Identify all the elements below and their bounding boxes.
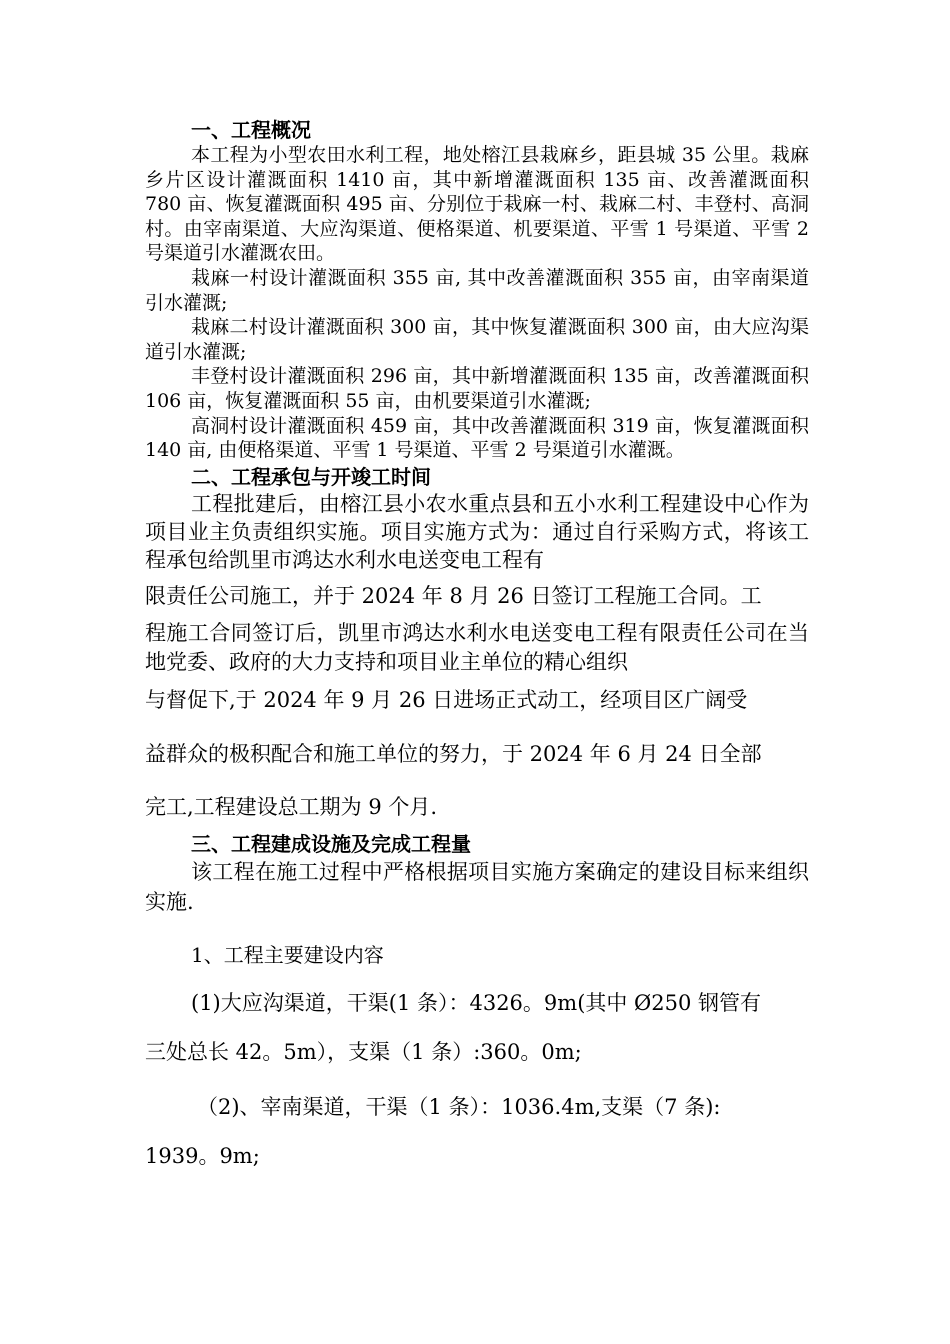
paragraph: 工程批建后，由榕江县小农水重点县和五小水利工程建设中心作为项目业主负责组织实施。项目实施方式为：通过自行采购方式，将该工程承包给凯里市鸿达水利水电送变电工程有 bbox=[145, 491, 809, 572]
paragraph: 丰登村设计灌溉面积 296 亩，其中新增灌溉面积 135 亩，改善灌溉面积 106 亩，恢复灌溉面积 55 亩，由机要渠道引水灌溉; bbox=[145, 365, 809, 412]
paragraph-line: 与督促下,于 2024 年 9 月 26 日进场正式动工，经项目区广阔受 bbox=[145, 687, 748, 712]
paragraph-line: 益群众的极积配合和施工单位的努力，于 2024 年 6 月 24 日全部 bbox=[145, 741, 762, 766]
subheading: 1、工程主要建设内容 bbox=[191, 942, 384, 967]
section-heading: 一、工程概况 bbox=[191, 118, 311, 142]
paragraph: 栽麻二村设计灌溉面积 300 亩，其中恢复灌溉面积 300 亩，由大应沟渠道引水灌溉; bbox=[145, 316, 809, 363]
paragraph: 栽麻一村设计灌溉面积 355 亩, 其中改善灌溉面积 355 亩，由宰南渠道引水灌溉; bbox=[145, 266, 809, 314]
list-item-line: （2)、宰南渠道，干渠（1 条）：1036.4m,支渠（7 条): bbox=[197, 1095, 721, 1120]
section-contract-schedule bbox=[145, 465, 809, 822]
paragraph: 本工程为小型农田水利工程，地处榕江县栽麻乡，距县城 35 公里。栽麻乡片区设计灌溉面积 1410 亩，其中新增灌溉面积 135 亩、改善灌溉面积 780 亩、恢复灌溉面积 495 亩、分别位于栽麻一村、栽麻二村、丰登村、高洞村。由宰南渠道、大应沟渠道、便格渠道、机要渠道、平雪 1 号渠道、平雪 2 号渠道引水灌溉农田。 bbox=[145, 144, 809, 265]
list-item-line: 三处总长 42。5m），支渠（1 条）:360。0m; bbox=[145, 1040, 582, 1065]
section-overview bbox=[145, 118, 809, 463]
document-page bbox=[145, 118, 809, 1171]
section-heading: 三、工程建成设施及完成工程量 bbox=[191, 831, 471, 856]
section-facilities-quantities bbox=[145, 832, 809, 1172]
list-item-line: 1939。9m; bbox=[145, 1144, 260, 1169]
paragraph-line: 程施工合同签订后，凯里市鸿达水利水电送变电工程有限责任公司在当地党委、政府的大力支持和项目业主单位的精心组织 bbox=[145, 620, 809, 674]
paragraph-line: 完工,工程建设总工期为 9 个月. bbox=[145, 794, 438, 819]
section-heading: 二、工程承包与开竣工时间 bbox=[191, 464, 431, 489]
paragraph: 该工程在施工过程中严格根据项目实施方案确定的建设目标来组织实施. bbox=[145, 859, 809, 914]
list-item-line: (1)大应沟渠道，干渠(1 条）：4326。9m(其中 Ø250 钢管有 bbox=[191, 991, 762, 1016]
paragraph: 高洞村设计灌溉面积 459 亩，其中改善灌溉面积 319 亩，恢复灌溉面积 140 亩, 由便格渠道、平雪 1 号渠道、平雪 2 号渠道引水灌溉。 bbox=[145, 414, 809, 462]
paragraph-line: 限责任公司施工，并于 2024 年 8 月 26 日签订工程施工合同。工 bbox=[145, 583, 762, 608]
